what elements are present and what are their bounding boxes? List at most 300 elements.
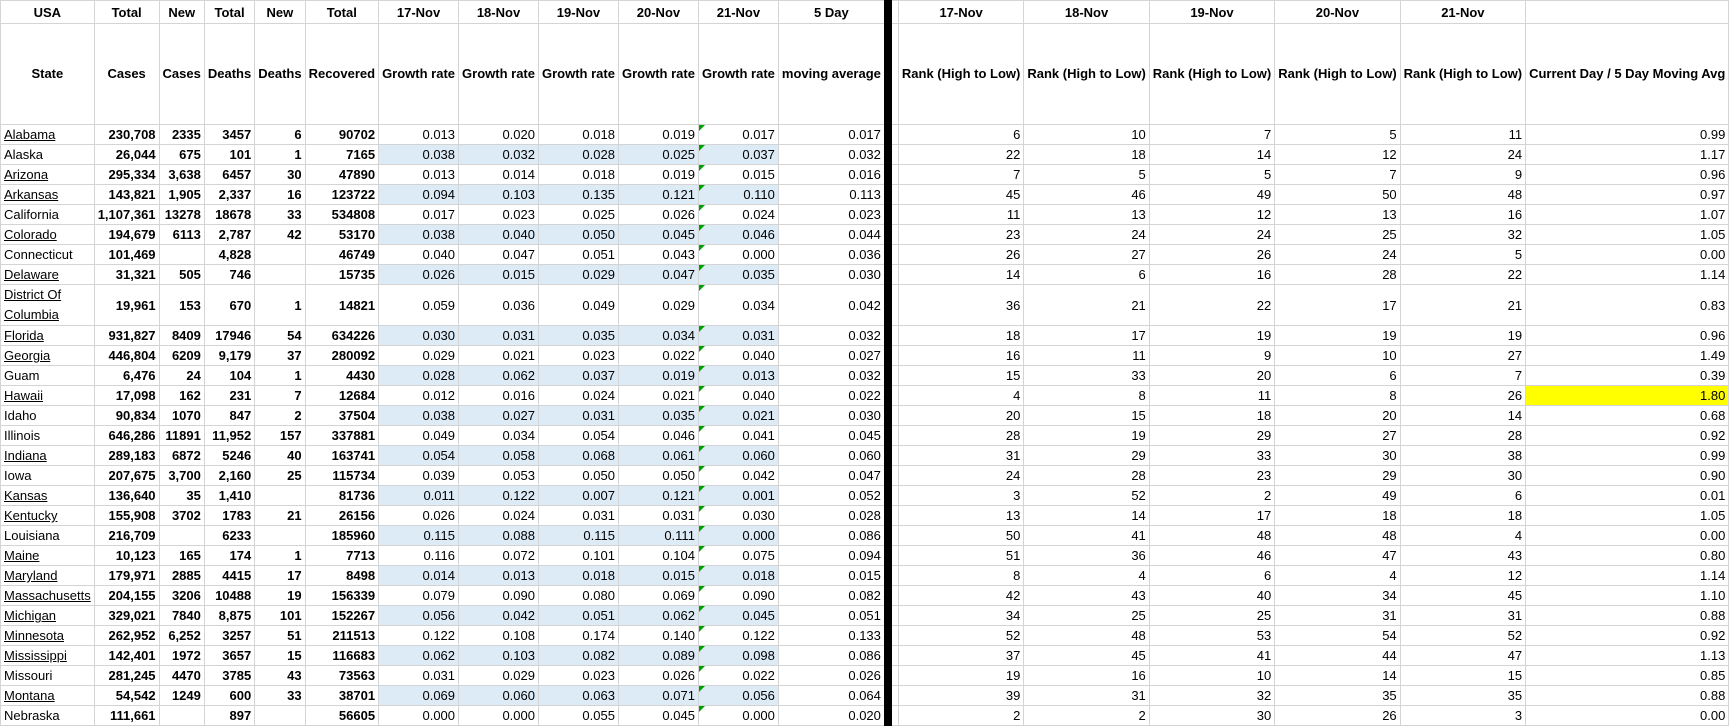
- rank-cell[interactable]: 10: [1275, 346, 1400, 366]
- moving-average-cell[interactable]: 0.032: [778, 145, 888, 165]
- rank-cell[interactable]: 10: [1024, 125, 1149, 145]
- rank-cell[interactable]: 26: [1275, 706, 1400, 726]
- rank-cell[interactable]: 6: [1024, 265, 1149, 285]
- new-deaths-cell[interactable]: 16: [255, 185, 305, 205]
- growth-rate-cell[interactable]: 0.021: [698, 406, 778, 426]
- rank-cell[interactable]: 27: [1024, 245, 1149, 265]
- rank-cell[interactable]: 19: [1024, 426, 1149, 446]
- rank-cell[interactable]: 24: [1024, 225, 1149, 245]
- state-name-cell[interactable]: [1, 626, 95, 646]
- column-header[interactable]: 20-Nov: [1275, 1, 1400, 24]
- current-to-average-cell[interactable]: 0.92: [1526, 626, 1729, 646]
- column-header[interactable]: 19-Nov: [1149, 1, 1274, 24]
- growth-rate-cell[interactable]: 0.062: [379, 646, 459, 666]
- moving-average-cell[interactable]: 0.113: [778, 185, 888, 205]
- moving-average-cell[interactable]: 0.086: [778, 526, 888, 546]
- rank-cell[interactable]: 54: [1275, 626, 1400, 646]
- state-name-cell[interactable]: [1, 666, 95, 686]
- moving-average-cell[interactable]: 0.028: [778, 506, 888, 526]
- growth-rate-cell[interactable]: 0.029: [618, 285, 698, 326]
- growth-rate-cell[interactable]: 0.022: [618, 346, 698, 366]
- rank-cell[interactable]: 34: [898, 606, 1023, 626]
- rank-cell[interactable]: 5: [1024, 165, 1149, 185]
- total-cases-cell[interactable]: 31,321: [94, 265, 159, 285]
- growth-rate-cell[interactable]: 0.037: [698, 145, 778, 165]
- growth-rate-cell[interactable]: 0.017: [379, 205, 459, 225]
- growth-rate-cell[interactable]: 0.012: [379, 386, 459, 406]
- new-cases-cell[interactable]: 2335: [159, 125, 204, 145]
- rank-cell[interactable]: 5: [1149, 165, 1274, 185]
- growth-rate-cell[interactable]: 0.023: [459, 205, 539, 225]
- rank-cell[interactable]: 17: [1275, 285, 1400, 326]
- new-cases-cell[interactable]: 6872: [159, 446, 204, 466]
- state-name-cell[interactable]: [1, 706, 95, 726]
- empty-cell[interactable]: [888, 165, 899, 185]
- column-header-label[interactable]: Growth rate: [459, 24, 539, 125]
- growth-rate-cell[interactable]: 0.108: [459, 626, 539, 646]
- growth-rate-cell[interactable]: 0.015: [618, 566, 698, 586]
- growth-rate-cell[interactable]: 0.034: [618, 326, 698, 346]
- growth-rate-cell[interactable]: 0.055: [539, 706, 619, 726]
- new-cases-cell[interactable]: 1249: [159, 686, 204, 706]
- rank-cell[interactable]: 15: [1024, 406, 1149, 426]
- rank-cell[interactable]: 29: [1149, 426, 1274, 446]
- growth-rate-cell[interactable]: 0.014: [379, 566, 459, 586]
- growth-rate-cell[interactable]: 0.039: [379, 466, 459, 486]
- new-deaths-cell[interactable]: 15: [255, 646, 305, 666]
- rank-cell[interactable]: 3: [898, 486, 1023, 506]
- new-deaths-cell[interactable]: 19: [255, 586, 305, 606]
- rank-cell[interactable]: 7: [1275, 165, 1400, 185]
- rank-cell[interactable]: 35: [1400, 686, 1525, 706]
- state-name-cell[interactable]: [1, 686, 95, 706]
- total-deaths-cell[interactable]: 3257: [204, 626, 254, 646]
- growth-rate-cell[interactable]: 0.017: [698, 125, 778, 145]
- rank-cell[interactable]: 8: [898, 566, 1023, 586]
- growth-rate-cell[interactable]: 0.015: [698, 165, 778, 185]
- growth-rate-cell[interactable]: 0.050: [618, 466, 698, 486]
- moving-average-cell[interactable]: 0.133: [778, 626, 888, 646]
- rank-cell[interactable]: 4: [1400, 526, 1525, 546]
- new-deaths-cell[interactable]: 33: [255, 205, 305, 225]
- current-to-average-cell[interactable]: 1.14: [1526, 566, 1729, 586]
- rank-cell[interactable]: 14: [1275, 666, 1400, 686]
- recovered-cell[interactable]: 152267: [305, 606, 378, 626]
- growth-rate-cell[interactable]: 0.000: [698, 706, 778, 726]
- rank-cell[interactable]: 27: [1275, 426, 1400, 446]
- growth-rate-cell[interactable]: 0.018: [539, 165, 619, 185]
- rank-cell[interactable]: 21: [1400, 285, 1525, 326]
- rank-cell[interactable]: 30: [1275, 446, 1400, 466]
- growth-rate-cell[interactable]: 0.021: [459, 346, 539, 366]
- recovered-cell[interactable]: 7165: [305, 145, 378, 165]
- empty-cell[interactable]: [888, 546, 899, 566]
- new-deaths-cell[interactable]: [255, 526, 305, 546]
- growth-rate-cell[interactable]: 0.140: [618, 626, 698, 646]
- rank-cell[interactable]: 49: [1275, 486, 1400, 506]
- rank-cell[interactable]: 11: [898, 205, 1023, 225]
- moving-average-cell[interactable]: 0.032: [778, 326, 888, 346]
- empty-cell[interactable]: [888, 506, 899, 526]
- rank-cell[interactable]: 5: [1400, 245, 1525, 265]
- current-to-average-cell[interactable]: 0.00: [1526, 245, 1729, 265]
- new-deaths-cell[interactable]: 40: [255, 446, 305, 466]
- rank-cell[interactable]: 24: [1149, 225, 1274, 245]
- new-cases-cell[interactable]: 35: [159, 486, 204, 506]
- column-header-label[interactable]: Rank (High to Low): [1275, 24, 1400, 125]
- growth-rate-cell[interactable]: 0.060: [459, 686, 539, 706]
- total-cases-cell[interactable]: 329,021: [94, 606, 159, 626]
- moving-average-cell[interactable]: 0.030: [778, 406, 888, 426]
- recovered-cell[interactable]: 534808: [305, 205, 378, 225]
- column-header[interactable]: [888, 1, 899, 24]
- current-to-average-cell[interactable]: 1.05: [1526, 506, 1729, 526]
- current-to-average-cell[interactable]: 1.10: [1526, 586, 1729, 606]
- rank-cell[interactable]: 11: [1024, 346, 1149, 366]
- growth-rate-cell[interactable]: 0.104: [618, 546, 698, 566]
- new-deaths-cell[interactable]: 1: [255, 285, 305, 326]
- total-cases-cell[interactable]: 204,155: [94, 586, 159, 606]
- recovered-cell[interactable]: 8498: [305, 566, 378, 586]
- state-name-cell[interactable]: [1, 506, 95, 526]
- new-deaths-cell[interactable]: 1: [255, 145, 305, 165]
- column-header[interactable]: 18-Nov: [1024, 1, 1149, 24]
- column-header[interactable]: 17-Nov: [898, 1, 1023, 24]
- recovered-cell[interactable]: 211513: [305, 626, 378, 646]
- rank-cell[interactable]: 35: [1275, 686, 1400, 706]
- new-deaths-cell[interactable]: 2: [255, 406, 305, 426]
- growth-rate-cell[interactable]: 0.025: [618, 145, 698, 165]
- growth-rate-cell[interactable]: 0.015: [459, 265, 539, 285]
- recovered-cell[interactable]: 90702: [305, 125, 378, 145]
- total-deaths-cell[interactable]: 2,160: [204, 466, 254, 486]
- empty-cell[interactable]: [888, 346, 899, 366]
- rank-cell[interactable]: 14: [1400, 406, 1525, 426]
- total-cases-cell[interactable]: 179,971: [94, 566, 159, 586]
- total-cases-cell[interactable]: 142,401: [94, 646, 159, 666]
- state-name-cell[interactable]: [1, 526, 95, 546]
- total-deaths-cell[interactable]: 1,410: [204, 486, 254, 506]
- rank-cell[interactable]: 4: [1275, 566, 1400, 586]
- new-cases-cell[interactable]: 1,905: [159, 185, 204, 205]
- recovered-cell[interactable]: 73563: [305, 666, 378, 686]
- growth-rate-cell[interactable]: 0.090: [459, 586, 539, 606]
- new-deaths-cell[interactable]: 42: [255, 225, 305, 245]
- new-deaths-cell[interactable]: 101: [255, 606, 305, 626]
- growth-rate-cell[interactable]: 0.014: [459, 165, 539, 185]
- rank-cell[interactable]: 4: [898, 386, 1023, 406]
- moving-average-cell[interactable]: 0.015: [778, 566, 888, 586]
- growth-rate-cell[interactable]: 0.045: [618, 706, 698, 726]
- new-cases-cell[interactable]: 1972: [159, 646, 204, 666]
- total-cases-cell[interactable]: 10,123: [94, 546, 159, 566]
- empty-cell[interactable]: [888, 185, 899, 205]
- rank-cell[interactable]: 12: [1275, 145, 1400, 165]
- rank-cell[interactable]: 52: [1024, 486, 1149, 506]
- rank-cell[interactable]: 29: [1275, 466, 1400, 486]
- rank-cell[interactable]: 28: [898, 426, 1023, 446]
- rank-cell[interactable]: 20: [1149, 366, 1274, 386]
- growth-rate-cell[interactable]: 0.029: [539, 265, 619, 285]
- rank-cell[interactable]: 26: [1400, 386, 1525, 406]
- new-cases-cell[interactable]: 505: [159, 265, 204, 285]
- moving-average-cell[interactable]: 0.060: [778, 446, 888, 466]
- growth-rate-cell[interactable]: 0.121: [618, 486, 698, 506]
- growth-rate-cell[interactable]: 0.045: [698, 606, 778, 626]
- rank-cell[interactable]: 53: [1149, 626, 1274, 646]
- state-name-cell[interactable]: [1, 245, 95, 265]
- total-deaths-cell[interactable]: 670: [204, 285, 254, 326]
- rank-cell[interactable]: 28: [1400, 426, 1525, 446]
- current-to-average-cell[interactable]: 1.80: [1526, 386, 1729, 406]
- growth-rate-cell[interactable]: 0.059: [379, 285, 459, 326]
- rank-cell[interactable]: 26: [1149, 245, 1274, 265]
- growth-rate-cell[interactable]: 0.013: [379, 165, 459, 185]
- growth-rate-cell[interactable]: 0.031: [379, 666, 459, 686]
- rank-cell[interactable]: 36: [1024, 546, 1149, 566]
- growth-rate-cell[interactable]: 0.111: [618, 526, 698, 546]
- growth-rate-cell[interactable]: 0.050: [539, 225, 619, 245]
- growth-rate-cell[interactable]: 0.030: [379, 326, 459, 346]
- rank-cell[interactable]: 52: [898, 626, 1023, 646]
- growth-rate-cell[interactable]: 0.031: [539, 506, 619, 526]
- total-deaths-cell[interactable]: 847: [204, 406, 254, 426]
- column-header-label[interactable]: Rank (High to Low): [1400, 24, 1525, 125]
- rank-cell[interactable]: 15: [1400, 666, 1525, 686]
- growth-rate-cell[interactable]: 0.174: [539, 626, 619, 646]
- total-deaths-cell[interactable]: 3457: [204, 125, 254, 145]
- growth-rate-cell[interactable]: 0.080: [539, 586, 619, 606]
- total-cases-cell[interactable]: 17,098: [94, 386, 159, 406]
- rank-cell[interactable]: 28: [1275, 265, 1400, 285]
- column-header[interactable]: 5 Day: [778, 1, 888, 24]
- new-deaths-cell[interactable]: 1: [255, 366, 305, 386]
- total-deaths-cell[interactable]: 2,787: [204, 225, 254, 245]
- rank-cell[interactable]: 49: [1149, 185, 1274, 205]
- rank-cell[interactable]: 32: [1400, 225, 1525, 245]
- recovered-cell[interactable]: 337881: [305, 426, 378, 446]
- moving-average-cell[interactable]: 0.020: [778, 706, 888, 726]
- growth-rate-cell[interactable]: 0.038: [379, 145, 459, 165]
- recovered-cell[interactable]: 14821: [305, 285, 378, 326]
- total-cases-cell[interactable]: 295,334: [94, 165, 159, 185]
- growth-rate-cell[interactable]: 0.135: [539, 185, 619, 205]
- growth-rate-cell[interactable]: 0.069: [618, 586, 698, 606]
- total-cases-cell[interactable]: 111,661: [94, 706, 159, 726]
- new-deaths-cell[interactable]: 25: [255, 466, 305, 486]
- growth-rate-cell[interactable]: 0.046: [618, 426, 698, 446]
- growth-rate-cell[interactable]: 0.051: [539, 245, 619, 265]
- state-name-cell[interactable]: [1, 566, 95, 586]
- total-cases-cell[interactable]: 262,952: [94, 626, 159, 646]
- recovered-cell[interactable]: 115734: [305, 466, 378, 486]
- growth-rate-cell[interactable]: 0.122: [698, 626, 778, 646]
- column-header-label[interactable]: Cases: [94, 24, 159, 125]
- rank-cell[interactable]: 14: [1024, 506, 1149, 526]
- state-name-cell[interactable]: [1, 165, 95, 185]
- moving-average-cell[interactable]: 0.026: [778, 666, 888, 686]
- growth-rate-cell[interactable]: 0.000: [459, 706, 539, 726]
- column-header[interactable]: New: [159, 1, 204, 24]
- new-cases-cell[interactable]: 675: [159, 145, 204, 165]
- rank-cell[interactable]: 50: [898, 526, 1023, 546]
- new-cases-cell[interactable]: 8409: [159, 326, 204, 346]
- growth-rate-cell[interactable]: 0.098: [698, 646, 778, 666]
- growth-rate-cell[interactable]: 0.026: [618, 205, 698, 225]
- growth-rate-cell[interactable]: 0.063: [539, 686, 619, 706]
- rank-cell[interactable]: 26: [898, 245, 1023, 265]
- rank-cell[interactable]: 4: [1024, 566, 1149, 586]
- column-header-label[interactable]: Rank (High to Low): [898, 24, 1023, 125]
- rank-cell[interactable]: 21: [1024, 285, 1149, 326]
- growth-rate-cell[interactable]: 0.000: [379, 706, 459, 726]
- growth-rate-cell[interactable]: 0.068: [539, 446, 619, 466]
- moving-average-cell[interactable]: 0.047: [778, 466, 888, 486]
- growth-rate-cell[interactable]: 0.025: [539, 205, 619, 225]
- rank-cell[interactable]: 45: [1400, 586, 1525, 606]
- new-cases-cell[interactable]: 6113: [159, 225, 204, 245]
- rank-cell[interactable]: 50: [1275, 185, 1400, 205]
- recovered-cell[interactable]: 12684: [305, 386, 378, 406]
- growth-rate-cell[interactable]: 0.049: [379, 426, 459, 446]
- state-name-cell[interactable]: [1, 646, 95, 666]
- growth-rate-cell[interactable]: 0.023: [539, 346, 619, 366]
- state-name-cell[interactable]: [1, 326, 95, 346]
- empty-cell[interactable]: [888, 626, 899, 646]
- column-header[interactable]: 21-Nov: [1400, 1, 1525, 24]
- new-deaths-cell[interactable]: 43: [255, 666, 305, 686]
- rank-cell[interactable]: 16: [1149, 265, 1274, 285]
- recovered-cell[interactable]: 280092: [305, 346, 378, 366]
- state-name-cell[interactable]: [1, 426, 95, 446]
- rank-cell[interactable]: 29: [1024, 446, 1149, 466]
- rank-cell[interactable]: 8: [1275, 386, 1400, 406]
- rank-cell[interactable]: 51: [898, 546, 1023, 566]
- total-deaths-cell[interactable]: 2,337: [204, 185, 254, 205]
- total-deaths-cell[interactable]: 9,179: [204, 346, 254, 366]
- total-deaths-cell[interactable]: 5246: [204, 446, 254, 466]
- growth-rate-cell[interactable]: 0.020: [459, 125, 539, 145]
- rank-cell[interactable]: 18: [1400, 506, 1525, 526]
- new-deaths-cell[interactable]: 17: [255, 566, 305, 586]
- column-header-label[interactable]: Growth rate: [539, 24, 619, 125]
- rank-cell[interactable]: 15: [898, 366, 1023, 386]
- rank-cell[interactable]: 6: [898, 125, 1023, 145]
- moving-average-cell[interactable]: 0.016: [778, 165, 888, 185]
- growth-rate-cell[interactable]: 0.062: [459, 366, 539, 386]
- new-cases-cell[interactable]: 11891: [159, 426, 204, 446]
- state-name-cell[interactable]: [1, 346, 95, 366]
- new-cases-cell[interactable]: 6209: [159, 346, 204, 366]
- growth-rate-cell[interactable]: 0.029: [379, 346, 459, 366]
- rank-cell[interactable]: 46: [1149, 546, 1274, 566]
- total-cases-cell[interactable]: 19,961: [94, 285, 159, 326]
- new-deaths-cell[interactable]: 33: [255, 686, 305, 706]
- moving-average-cell[interactable]: 0.064: [778, 686, 888, 706]
- growth-rate-cell[interactable]: 0.042: [698, 466, 778, 486]
- growth-rate-cell[interactable]: 0.027: [459, 406, 539, 426]
- new-cases-cell[interactable]: [159, 245, 204, 265]
- new-cases-cell[interactable]: 3,638: [159, 165, 204, 185]
- rank-cell[interactable]: 3: [1400, 706, 1525, 726]
- state-name-cell[interactable]: [1, 205, 95, 225]
- growth-rate-cell[interactable]: 0.011: [379, 486, 459, 506]
- recovered-cell[interactable]: 81736: [305, 486, 378, 506]
- state-name-cell[interactable]: [1, 466, 95, 486]
- rank-cell[interactable]: 32: [1149, 686, 1274, 706]
- recovered-cell[interactable]: 4430: [305, 366, 378, 386]
- column-header[interactable]: 20-Nov: [618, 1, 698, 24]
- growth-rate-cell[interactable]: 0.089: [618, 646, 698, 666]
- column-header[interactable]: Total: [204, 1, 254, 24]
- growth-rate-cell[interactable]: 0.047: [618, 265, 698, 285]
- empty-cell[interactable]: [888, 245, 899, 265]
- state-name-cell[interactable]: [1, 366, 95, 386]
- empty-cell[interactable]: [888, 606, 899, 626]
- growth-rate-cell[interactable]: 0.028: [379, 366, 459, 386]
- moving-average-cell[interactable]: 0.045: [778, 426, 888, 446]
- new-deaths-cell[interactable]: 1: [255, 546, 305, 566]
- new-cases-cell[interactable]: 3702: [159, 506, 204, 526]
- total-cases-cell[interactable]: 54,542: [94, 686, 159, 706]
- growth-rate-cell[interactable]: 0.045: [618, 225, 698, 245]
- current-to-average-cell[interactable]: 0.01: [1526, 486, 1729, 506]
- growth-rate-cell[interactable]: 0.049: [539, 285, 619, 326]
- new-deaths-cell[interactable]: 157: [255, 426, 305, 446]
- empty-cell[interactable]: [888, 686, 899, 706]
- empty-cell[interactable]: [888, 586, 899, 606]
- rank-cell[interactable]: 33: [1024, 366, 1149, 386]
- growth-rate-cell[interactable]: 0.018: [539, 125, 619, 145]
- rank-cell[interactable]: 24: [1275, 245, 1400, 265]
- new-cases-cell[interactable]: 1070: [159, 406, 204, 426]
- new-cases-cell[interactable]: 13278: [159, 205, 204, 225]
- rank-cell[interactable]: 28: [1024, 466, 1149, 486]
- growth-rate-cell[interactable]: 0.110: [698, 185, 778, 205]
- growth-rate-cell[interactable]: 0.050: [539, 466, 619, 486]
- total-deaths-cell[interactable]: 101: [204, 145, 254, 165]
- rank-cell[interactable]: 48: [1149, 526, 1274, 546]
- current-to-average-cell[interactable]: 1.13: [1526, 646, 1729, 666]
- column-header[interactable]: 19-Nov: [539, 1, 619, 24]
- new-cases-cell[interactable]: 3206: [159, 586, 204, 606]
- empty-cell[interactable]: [888, 526, 899, 546]
- state-name-cell[interactable]: [1, 546, 95, 566]
- recovered-cell[interactable]: 56605: [305, 706, 378, 726]
- total-deaths-cell[interactable]: 1783: [204, 506, 254, 526]
- column-header-label[interactable]: Rank (High to Low): [1149, 24, 1274, 125]
- rank-cell[interactable]: 14: [1149, 145, 1274, 165]
- recovered-cell[interactable]: 156339: [305, 586, 378, 606]
- growth-rate-cell[interactable]: 0.040: [459, 225, 539, 245]
- recovered-cell[interactable]: 47890: [305, 165, 378, 185]
- growth-rate-cell[interactable]: 0.018: [539, 566, 619, 586]
- rank-cell[interactable]: 39: [898, 686, 1023, 706]
- empty-cell[interactable]: [888, 386, 899, 406]
- new-cases-cell[interactable]: 3,700: [159, 466, 204, 486]
- growth-rate-cell[interactable]: 0.019: [618, 366, 698, 386]
- rank-cell[interactable]: 6: [1149, 566, 1274, 586]
- rank-cell[interactable]: 14: [898, 265, 1023, 285]
- growth-rate-cell[interactable]: 0.090: [698, 586, 778, 606]
- growth-rate-cell[interactable]: 0.035: [618, 406, 698, 426]
- new-cases-cell[interactable]: [159, 706, 204, 726]
- growth-rate-cell[interactable]: 0.030: [698, 506, 778, 526]
- column-header[interactable]: Total: [94, 1, 159, 24]
- rank-cell[interactable]: 41: [1024, 526, 1149, 546]
- rank-cell[interactable]: 43: [1400, 546, 1525, 566]
- rank-cell[interactable]: 18: [898, 326, 1023, 346]
